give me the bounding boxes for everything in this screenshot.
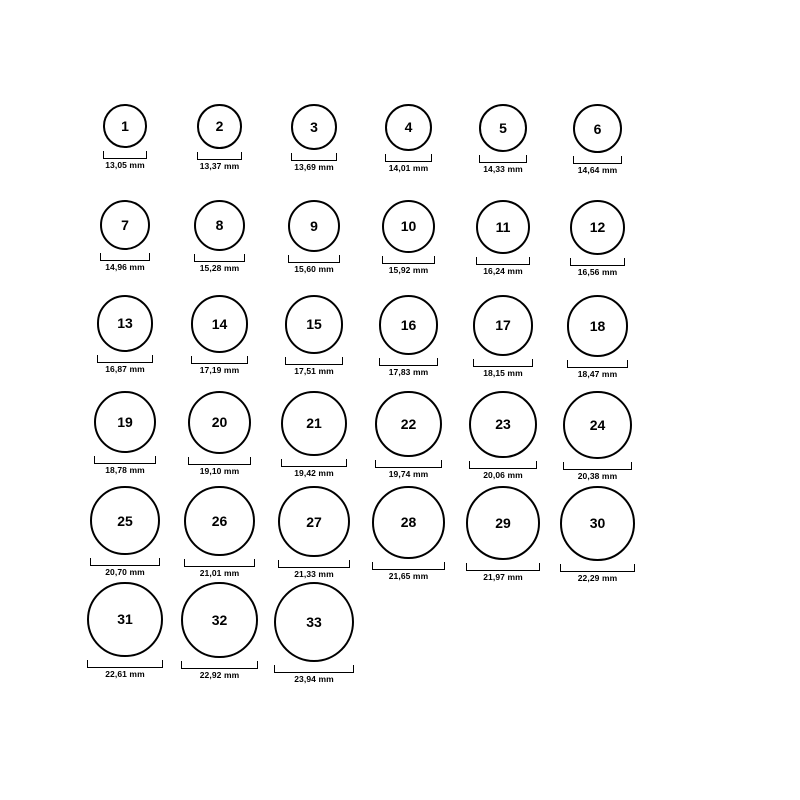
ring-circle	[291, 104, 337, 150]
dimension-annotation	[90, 559, 159, 577]
dimension-annotation	[385, 155, 432, 173]
dimension-line-icon	[87, 661, 163, 668]
dimension-line-icon	[372, 563, 445, 570]
ring-size-label: 2	[215, 118, 224, 135]
dimension-line-icon	[469, 462, 536, 469]
ring-size-label: 31	[117, 611, 133, 628]
dimension-annotation	[87, 661, 163, 679]
ring-circle	[567, 295, 629, 357]
dimension-annotation	[560, 565, 635, 583]
dimension-annotation	[94, 457, 157, 475]
dimension-line-icon	[191, 357, 249, 364]
dimension-annotation	[188, 458, 252, 476]
ring-size-label: 21	[306, 415, 322, 432]
ring-size-label: 15	[306, 316, 322, 333]
ring-size-item	[269, 582, 359, 684]
ring-circle	[563, 391, 631, 459]
ring-circle	[194, 200, 245, 251]
dimension-line-icon	[288, 256, 340, 263]
ring-size-label: 14	[211, 315, 228, 332]
diameter-label: 16,24 mm	[483, 265, 523, 276]
diameter-label: 18,78 mm	[105, 465, 145, 476]
dimension-line-icon	[476, 258, 530, 265]
ring-size-label: 23	[495, 416, 511, 433]
ring-size-item	[80, 486, 170, 577]
dimension-annotation	[479, 156, 527, 174]
diameter-label: 17,83 mm	[388, 366, 429, 377]
ring-size-label: 19	[117, 413, 133, 430]
dimension-annotation	[184, 560, 254, 578]
ring-circle	[103, 104, 147, 148]
diameter-label: 15,28 mm	[199, 262, 240, 273]
dimension-annotation	[476, 258, 530, 276]
ring-size-item	[269, 295, 359, 375]
diameter-label: 18,47 mm	[577, 368, 618, 379]
ring-size-label: 20	[211, 414, 228, 431]
dimension-line-icon	[94, 457, 157, 464]
ring-size-item	[80, 104, 170, 169]
dimension-line-icon	[375, 461, 441, 468]
ring-size-item	[458, 200, 548, 276]
dimension-line-icon	[281, 460, 346, 467]
ring-size-item	[175, 391, 265, 476]
ring-size-label: 27	[306, 513, 322, 530]
ring-size-label: 16	[400, 316, 417, 333]
ring-circle	[469, 391, 536, 458]
ring-size-item	[364, 104, 454, 172]
ring-size-label: 32	[211, 611, 228, 628]
ring-circle	[382, 200, 435, 253]
ring-circle	[375, 391, 441, 457]
diameter-label: 22,61 mm	[105, 669, 145, 680]
ring-circle	[278, 486, 349, 557]
diameter-label: 16,87 mm	[105, 363, 145, 374]
dimension-line-icon	[97, 356, 154, 363]
diameter-label: 19,10 mm	[199, 466, 240, 477]
dimension-annotation	[375, 461, 441, 479]
ring-circle	[94, 391, 157, 454]
dimension-line-icon	[563, 463, 631, 470]
ring-circle	[191, 295, 249, 353]
ring-size-item	[175, 486, 265, 578]
dimension-annotation	[382, 257, 435, 275]
diameter-label: 13,37 mm	[199, 160, 240, 171]
ring-size-label: 5	[499, 120, 507, 136]
diameter-label: 13,69 mm	[294, 161, 334, 172]
diameter-label: 16,56 mm	[577, 266, 618, 277]
dimension-line-icon	[573, 157, 622, 164]
dimension-line-icon	[382, 257, 435, 264]
ring-circle	[379, 295, 439, 355]
ring-size-item	[80, 200, 170, 272]
diameter-label: 21,33 mm	[294, 569, 334, 580]
diameter-label: 19,74 mm	[388, 468, 429, 479]
ring-size-label: 10	[400, 218, 417, 235]
dimension-line-icon	[188, 458, 252, 465]
dimension-annotation	[100, 254, 150, 272]
diameter-label: 20,06 mm	[483, 469, 523, 480]
dimension-line-icon	[103, 152, 147, 159]
ring-circle	[90, 486, 159, 555]
dimension-annotation	[563, 463, 631, 481]
ring-size-label: 9	[310, 217, 318, 234]
ring-size-item	[80, 295, 170, 373]
ring-size-label: 11	[495, 218, 511, 235]
ring-circle	[573, 104, 622, 153]
dimension-line-icon	[197, 153, 242, 160]
diameter-label: 22,29 mm	[577, 572, 618, 583]
dimension-annotation	[97, 356, 154, 374]
ring-circle	[570, 200, 625, 255]
dimension-annotation	[570, 259, 625, 277]
ring-circle	[466, 486, 540, 560]
ring-size-label: 33	[306, 613, 322, 630]
dimension-line-icon	[291, 154, 337, 161]
dimension-line-icon	[379, 359, 439, 366]
dimension-annotation	[567, 361, 629, 379]
ring-size-item	[175, 200, 265, 273]
ring-size-item	[458, 391, 548, 480]
dimension-line-icon	[181, 662, 258, 669]
dimension-line-icon	[278, 561, 349, 568]
dimension-annotation	[194, 255, 245, 273]
ring-size-label: 28	[400, 514, 417, 531]
dimension-line-icon	[285, 358, 344, 365]
ring-size-item	[175, 582, 265, 680]
ring-circle	[197, 104, 242, 149]
diameter-label: 14,01 mm	[388, 162, 429, 173]
ring-size-label: 24	[589, 416, 606, 433]
ring-circle	[285, 295, 344, 354]
dimension-annotation	[288, 256, 340, 274]
ring-size-item	[175, 104, 265, 170]
dimension-line-icon	[560, 565, 635, 572]
diameter-label: 17,19 mm	[199, 364, 240, 375]
diameter-label: 15,60 mm	[294, 263, 334, 274]
diameter-label: 14,33 mm	[483, 164, 523, 174]
ring-size-item	[553, 391, 643, 481]
ring-size-item	[80, 391, 170, 475]
ring-size-label: 13	[117, 315, 133, 332]
ring-circle	[476, 200, 530, 254]
ring-size-item	[364, 295, 454, 376]
ring-size-label: 17	[495, 317, 511, 334]
dimension-line-icon	[466, 564, 540, 571]
ring-size-item	[269, 391, 359, 478]
dimension-line-icon	[184, 560, 254, 567]
ring-size-item	[175, 295, 265, 374]
ring-circle	[372, 486, 445, 559]
ring-circle	[473, 295, 534, 356]
dimension-line-icon	[473, 360, 534, 367]
ring-size-item	[553, 486, 643, 582]
dimension-line-icon	[100, 254, 150, 261]
ring-size-item	[80, 582, 170, 679]
dimension-annotation	[469, 462, 536, 480]
ring-circle	[97, 295, 154, 352]
ring-size-item	[553, 200, 643, 277]
ring-size-item	[364, 486, 454, 580]
dimension-annotation	[278, 561, 349, 579]
ring-circle	[288, 200, 340, 252]
ring-circle	[87, 582, 163, 658]
dimension-annotation	[191, 357, 249, 375]
dimension-line-icon	[567, 361, 629, 368]
ring-size-label: 8	[215, 217, 224, 234]
dimension-annotation	[573, 157, 622, 175]
dimension-annotation	[197, 153, 242, 171]
dimension-annotation	[291, 154, 337, 172]
ring-size-item	[269, 104, 359, 171]
ring-size-label: 30	[589, 515, 606, 532]
ring-circle	[100, 200, 150, 250]
diameter-label: 22,92 mm	[199, 670, 240, 681]
ring-circle	[181, 582, 258, 659]
ring-size-item	[364, 200, 454, 275]
dimension-line-icon	[385, 155, 432, 162]
ring-circle	[560, 486, 635, 561]
dimension-annotation	[466, 564, 540, 582]
diameter-label: 20,38 mm	[577, 470, 618, 481]
diameter-label: 14,96 mm	[105, 261, 145, 272]
diameter-label: 21,65 mm	[388, 570, 429, 581]
ring-size-label: 25	[117, 512, 133, 529]
dimension-annotation	[103, 152, 147, 170]
diameter-label: 19,42 mm	[294, 467, 334, 478]
diameter-label: 17,51 mm	[294, 365, 334, 376]
dimension-annotation	[372, 563, 445, 581]
dimension-annotation	[281, 460, 346, 478]
ring-size-label: 1	[121, 117, 129, 134]
dimension-annotation	[379, 359, 439, 377]
dimension-line-icon	[274, 666, 354, 673]
ring-size-item	[458, 295, 548, 377]
dimension-line-icon	[194, 255, 245, 262]
ring-circle	[274, 582, 354, 662]
ring-circle	[385, 104, 432, 151]
ring-size-item	[458, 104, 548, 174]
ring-size-label: 29	[495, 514, 511, 531]
diameter-label: 20,70 mm	[105, 567, 145, 578]
dimension-annotation	[285, 358, 344, 376]
diameter-label: 21,97 mm	[483, 571, 523, 582]
dimension-line-icon	[90, 559, 159, 566]
ring-size-item	[269, 200, 359, 274]
ring-size-label: 3	[310, 118, 318, 135]
diameter-label: 13,05 mm	[105, 159, 145, 170]
ring-size-item	[553, 295, 643, 378]
dimension-line-icon	[570, 259, 625, 266]
ring-size-label: 22	[400, 415, 417, 432]
ring-circle	[281, 391, 346, 456]
ring-circle	[188, 391, 252, 455]
diameter-label: 14,64 mm	[577, 165, 618, 176]
diameter-label: 21,01 mm	[199, 568, 240, 579]
ring-size-label: 18	[589, 317, 606, 334]
ring-size-label: 12	[589, 219, 606, 236]
ring-size-label: 26	[211, 513, 228, 530]
diameter-label: 23,94 mm	[294, 673, 334, 684]
ring-size-label: 7	[121, 216, 129, 233]
ring-size-item	[458, 486, 548, 581]
ring-circle	[479, 104, 527, 152]
dimension-line-icon	[479, 156, 527, 163]
dimension-annotation	[181, 662, 258, 680]
ring-size-label: 4	[404, 119, 413, 136]
ring-size-item	[269, 486, 359, 579]
dimension-annotation	[473, 360, 534, 378]
diameter-label: 15,92 mm	[388, 264, 429, 275]
ring-size-label: 6	[593, 120, 602, 137]
ring-circle	[184, 486, 254, 556]
dimension-annotation	[274, 666, 354, 684]
diameter-label: 18,15 mm	[483, 367, 523, 378]
ring-size-item	[553, 104, 643, 175]
ring-size-item	[364, 391, 454, 479]
